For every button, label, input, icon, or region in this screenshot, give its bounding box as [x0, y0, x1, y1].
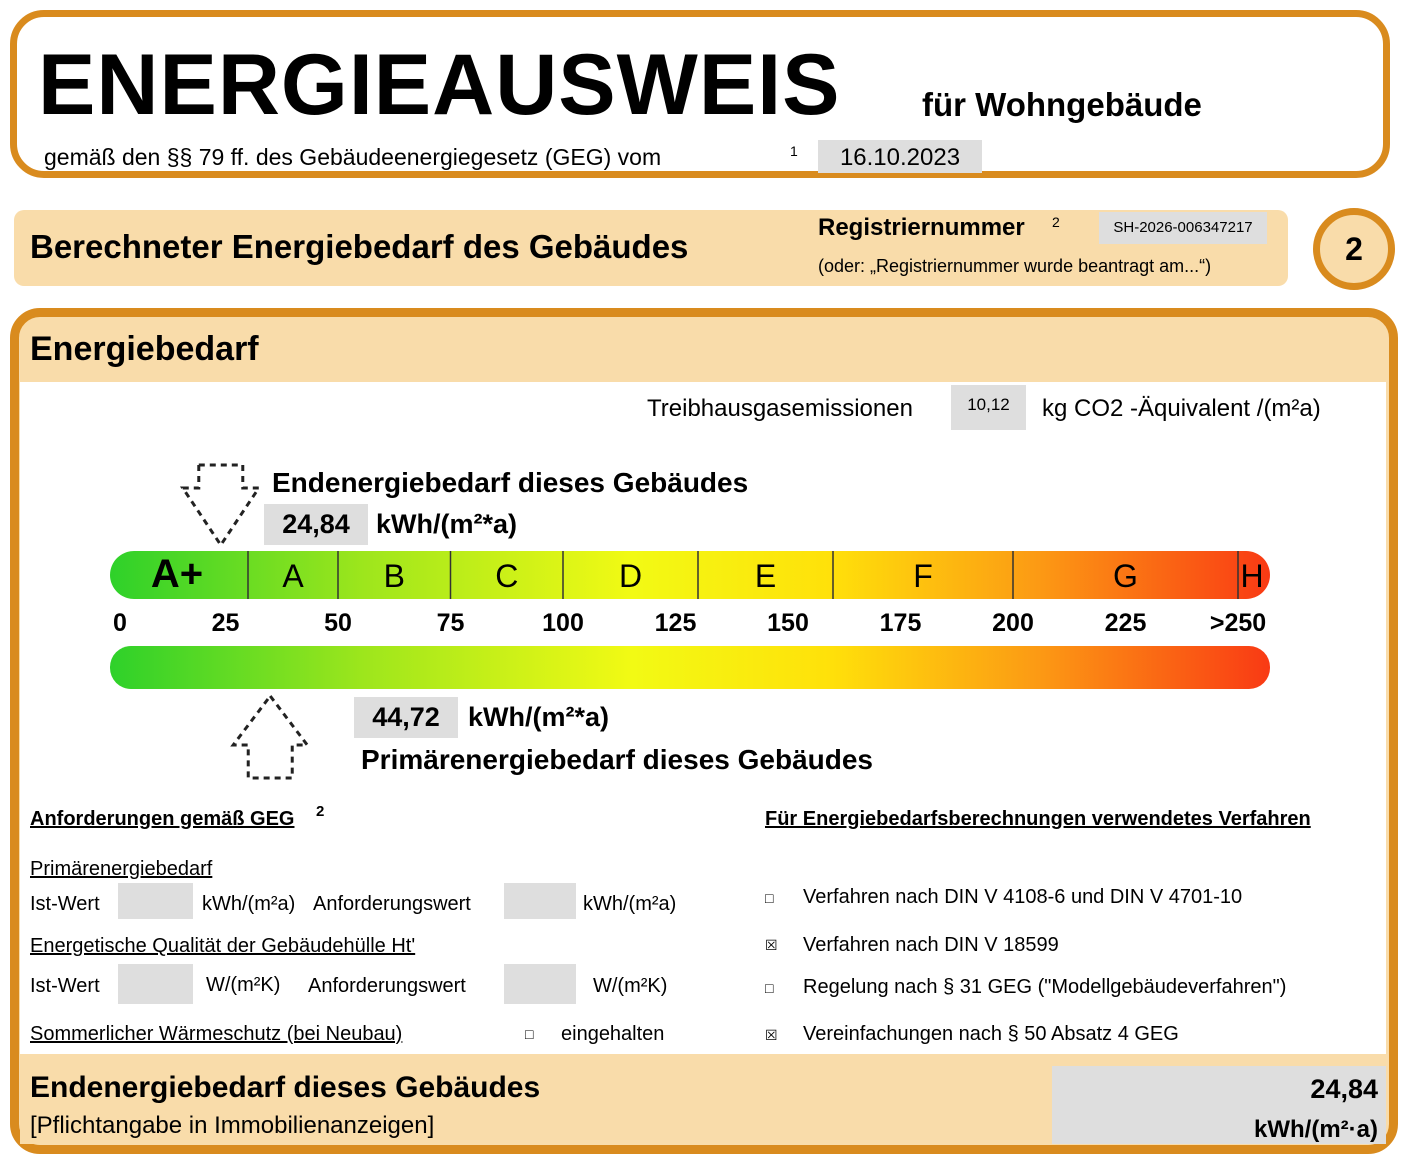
summer-status: eingehalten	[561, 1023, 665, 1045]
envelope-heading: Energetische Qualität der Gebäudehülle Ht'	[30, 935, 416, 957]
class-label: D	[618, 558, 643, 594]
class-label: B	[383, 558, 405, 594]
unit-label: W/(m²K)	[206, 974, 281, 996]
footnote-marker: 2	[316, 803, 325, 820]
end-energy-title: Endenergiebedarf dieses Gebäudes	[272, 467, 749, 498]
procedure-label: Verfahren nach DIN V 4108-6 und DIN V 4701-10	[803, 886, 1243, 908]
requirements-heading: Anforderungen gemäß GEG	[30, 808, 295, 830]
primary-requirement-heading: Primärenergiebedarf	[30, 858, 213, 880]
procedure-checkbox[interactable]: ☒	[765, 937, 778, 953]
date-field: 16.10.2023	[818, 140, 982, 173]
tick-label: 225	[1104, 609, 1147, 637]
class-label: E	[754, 558, 777, 594]
bottom-unit: kWh/(m²·a)	[1254, 1116, 1378, 1143]
class-label: C	[495, 558, 519, 594]
primary-requirement-field	[504, 883, 576, 919]
document-subtitle: für Wohngebäude	[922, 86, 1202, 123]
primary-energy-value: 44,72	[354, 697, 458, 738]
ist-label: Ist-Wert	[30, 975, 100, 997]
requirement-label: Anforderungswert	[313, 893, 471, 915]
class-label: G	[1113, 558, 1138, 594]
end-energy-value: 24,84	[264, 504, 368, 545]
bottom-note: [Pflichtangabe in Immobilienanzeigen]	[30, 1112, 435, 1139]
unit-label: W/(m²K)	[593, 975, 668, 997]
procedure-label: Vereinfachungen nach § 50 Absatz 4 GEG	[803, 1023, 1179, 1045]
page-number-badge: 2	[1313, 208, 1395, 290]
unit-label: kWh/(m²a)	[202, 893, 296, 915]
tick-label: 150	[767, 609, 809, 637]
bottom-title: Endenergiebedarf dieses Gebäudes	[30, 1071, 541, 1104]
ghg-value-field: 10,12	[951, 385, 1026, 430]
primary-energy-arrow-icon	[233, 696, 307, 778]
class-label: F	[913, 558, 933, 594]
summer-protection-label: Sommerlicher Wärmeschutz (bei Neubau)	[30, 1023, 403, 1045]
unit-label: kWh/(m²a)	[583, 893, 677, 915]
band-title: Berechneter Energiebedarf des Gebäudes	[30, 228, 689, 265]
ghg-unit: kg CO2 -Äquivalent /(m²a)	[1042, 395, 1321, 422]
end-energy-arrow-icon	[183, 465, 259, 545]
procedure-label: Verfahren nach DIN V 18599	[803, 934, 1059, 956]
tick-label: 50	[324, 609, 352, 637]
bottom-value: 24,84	[1310, 1074, 1378, 1104]
footnote-marker: 1	[790, 143, 798, 159]
legal-basis: gemäß den §§ 79 ff. des Gebäudeenergiegesetz (GEG) vom	[44, 144, 662, 170]
procedure-label: Regelung nach § 31 GEG ("Modellgebäudeverfahren")	[803, 976, 1287, 998]
tick-label: 0	[113, 609, 127, 637]
registration-note: (oder: „Registriernummer wurde beantragt am...“)	[818, 256, 1212, 276]
tick-label: 100	[542, 609, 584, 637]
summer-checkbox[interactable]: □	[525, 1026, 534, 1042]
class-label: H	[1240, 558, 1264, 594]
class-label: A+	[150, 552, 204, 596]
primary-ist-field	[118, 883, 193, 919]
tick-label: 25	[211, 609, 240, 637]
footnote-marker: 2	[1052, 214, 1060, 230]
envelope-ist-field	[118, 964, 193, 1004]
procedure-checkbox[interactable]: ☒	[765, 1027, 778, 1043]
registration-number-field: SH-2026-006347217	[1099, 212, 1267, 244]
tick-label: 75	[436, 609, 465, 637]
tick-label: 125	[654, 609, 697, 637]
registration-label: Registriernummer	[818, 214, 1025, 241]
class-label: A	[282, 558, 304, 594]
ghg-label: Treibhausgasemissionen	[647, 395, 913, 422]
procedures-heading: Für Energiebedarfsberechnungen verwendetes Verfahren	[765, 808, 1311, 830]
primary-energy-title: Primärenergiebedarf dieses Gebäudes	[361, 744, 873, 775]
requirement-label: Anforderungswert	[308, 975, 466, 997]
section-title: Energiebedarf	[30, 330, 259, 368]
procedure-checkbox[interactable]: □	[765, 890, 774, 906]
document-title: ENERGIEAUSWEIS	[38, 37, 841, 133]
procedure-checkbox[interactable]: □	[765, 980, 774, 996]
tick-labels	[113, 609, 1266, 637]
end-energy-unit: kWh/(m²*a)	[376, 509, 517, 539]
tick-label: >250	[1209, 609, 1267, 637]
tick-label: 175	[879, 609, 922, 637]
gradient-bar	[110, 646, 1270, 689]
tick-label: 200	[992, 609, 1034, 637]
envelope-requirement-field	[504, 964, 576, 1004]
primary-energy-unit: kWh/(m²*a)	[468, 702, 609, 732]
ist-label: Ist-Wert	[30, 893, 100, 915]
